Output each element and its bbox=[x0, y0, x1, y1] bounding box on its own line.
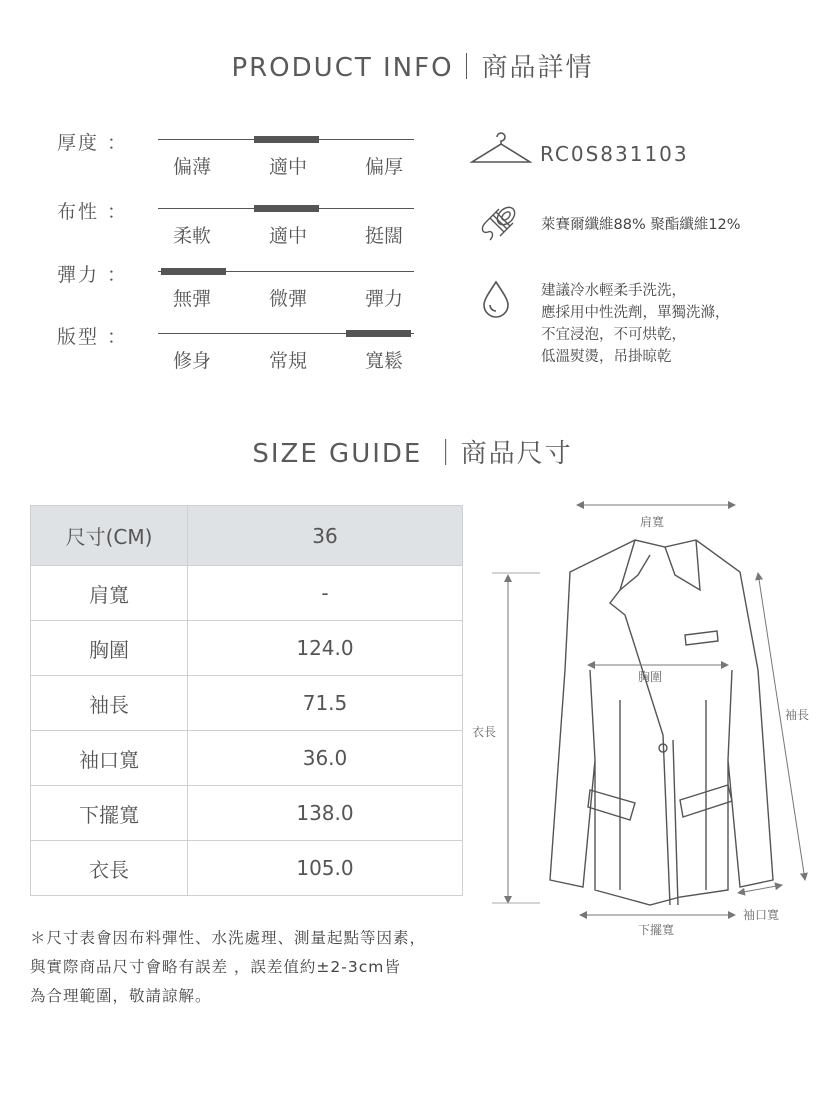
care-line: 低溫熨燙，吊掛晾乾 bbox=[541, 349, 672, 365]
table-row bbox=[31, 731, 463, 786]
scale-option: 微彈 bbox=[268, 288, 307, 310]
scale-option: 適中 bbox=[268, 225, 307, 247]
care-line: 不宜浸泡，不可烘乾， bbox=[541, 327, 686, 343]
scale-option: 寬鬆 bbox=[364, 350, 403, 372]
water-drop-icon bbox=[482, 280, 510, 322]
table-cell: 袖口寬 bbox=[31, 731, 188, 786]
scale-option: 偏厚 bbox=[364, 156, 403, 178]
product-code: RC0S831103 bbox=[540, 142, 689, 166]
care-instructions bbox=[541, 280, 730, 368]
scale-label: 版型 ： bbox=[57, 326, 129, 348]
table-row bbox=[31, 786, 463, 841]
table-cell: 138.0 bbox=[188, 786, 463, 841]
scale-option: 常規 bbox=[268, 350, 307, 372]
hanger-icon bbox=[470, 128, 532, 172]
scale-indicator bbox=[161, 268, 226, 275]
jacket-measurement-diagram bbox=[470, 495, 815, 945]
length-label: 衣長 bbox=[472, 725, 497, 739]
scale-option: 彈力 bbox=[364, 288, 403, 310]
table-cell: 71.5 bbox=[188, 676, 463, 731]
scale-indicator bbox=[254, 205, 319, 212]
table-row bbox=[31, 841, 463, 896]
note-line: ＊尺寸表會因布料彈性、水洗處理、測量起點等因素， bbox=[30, 929, 427, 947]
size-guide-title: SIZE GUIDE ｜商品尺寸 bbox=[252, 439, 573, 469]
scale-indicator bbox=[346, 330, 411, 337]
cuff-label: 袖口寬 bbox=[743, 908, 780, 922]
table-cell: 胸圍 bbox=[31, 621, 188, 676]
note-line: 與實際商品尺寸會略有誤差 ，誤差值約±2-3cm皆 bbox=[30, 958, 401, 976]
table-row bbox=[31, 566, 463, 621]
scale-option: 柔軟 bbox=[172, 225, 211, 247]
scale-option: 無彈 bbox=[172, 288, 211, 310]
scale-label: 彈力 ： bbox=[57, 264, 129, 286]
chest-label: 胸圍 bbox=[638, 670, 663, 684]
table-cell: 肩寬 bbox=[31, 566, 188, 621]
hem-label: 下擺寬 bbox=[638, 923, 675, 937]
jacket-outline bbox=[550, 540, 773, 905]
table-cell: 袖長 bbox=[31, 676, 188, 731]
scale-indicator bbox=[254, 136, 319, 143]
table-header-cell: 尺寸(CM) bbox=[31, 506, 188, 566]
material-text: 萊賽爾纖維88% 聚酯纖維12% bbox=[541, 217, 741, 233]
scale-label: 布性 ： bbox=[57, 201, 129, 223]
table-cell: 105.0 bbox=[188, 841, 463, 896]
table-cell: 衣長 bbox=[31, 841, 188, 896]
shoulder-label: 肩寬 bbox=[640, 515, 665, 529]
table-cell: - bbox=[188, 566, 463, 621]
scale-option: 偏薄 bbox=[172, 156, 211, 178]
table-row bbox=[31, 621, 463, 676]
sleeve-label: 袖長 bbox=[785, 708, 810, 722]
scale-label: 厚度 ： bbox=[57, 132, 129, 154]
table-cell: 36.0 bbox=[188, 731, 463, 786]
table-cell: 下擺寬 bbox=[31, 786, 188, 841]
care-line: 建議冷水輕柔手洗洗， bbox=[541, 283, 686, 299]
scale-option: 適中 bbox=[268, 156, 307, 178]
note-line: 為合理範圍，敬請諒解。 bbox=[30, 987, 212, 1005]
measurement-arrows bbox=[492, 505, 805, 915]
table-header-row bbox=[31, 506, 463, 566]
product-info-title: PRODUCT INFO｜商品詳情 bbox=[231, 53, 594, 83]
care-line: 應採用中性洗劑，單獨洗滌， bbox=[541, 305, 730, 321]
size-table bbox=[30, 505, 463, 896]
size-note bbox=[30, 924, 426, 1011]
scale-option: 修身 bbox=[172, 350, 211, 372]
table-header-cell: 36 bbox=[188, 506, 463, 566]
thread-spool-icon bbox=[478, 202, 524, 250]
scale-option: 挺闊 bbox=[364, 225, 403, 247]
table-cell: 124.0 bbox=[188, 621, 463, 676]
table-row bbox=[31, 676, 463, 731]
